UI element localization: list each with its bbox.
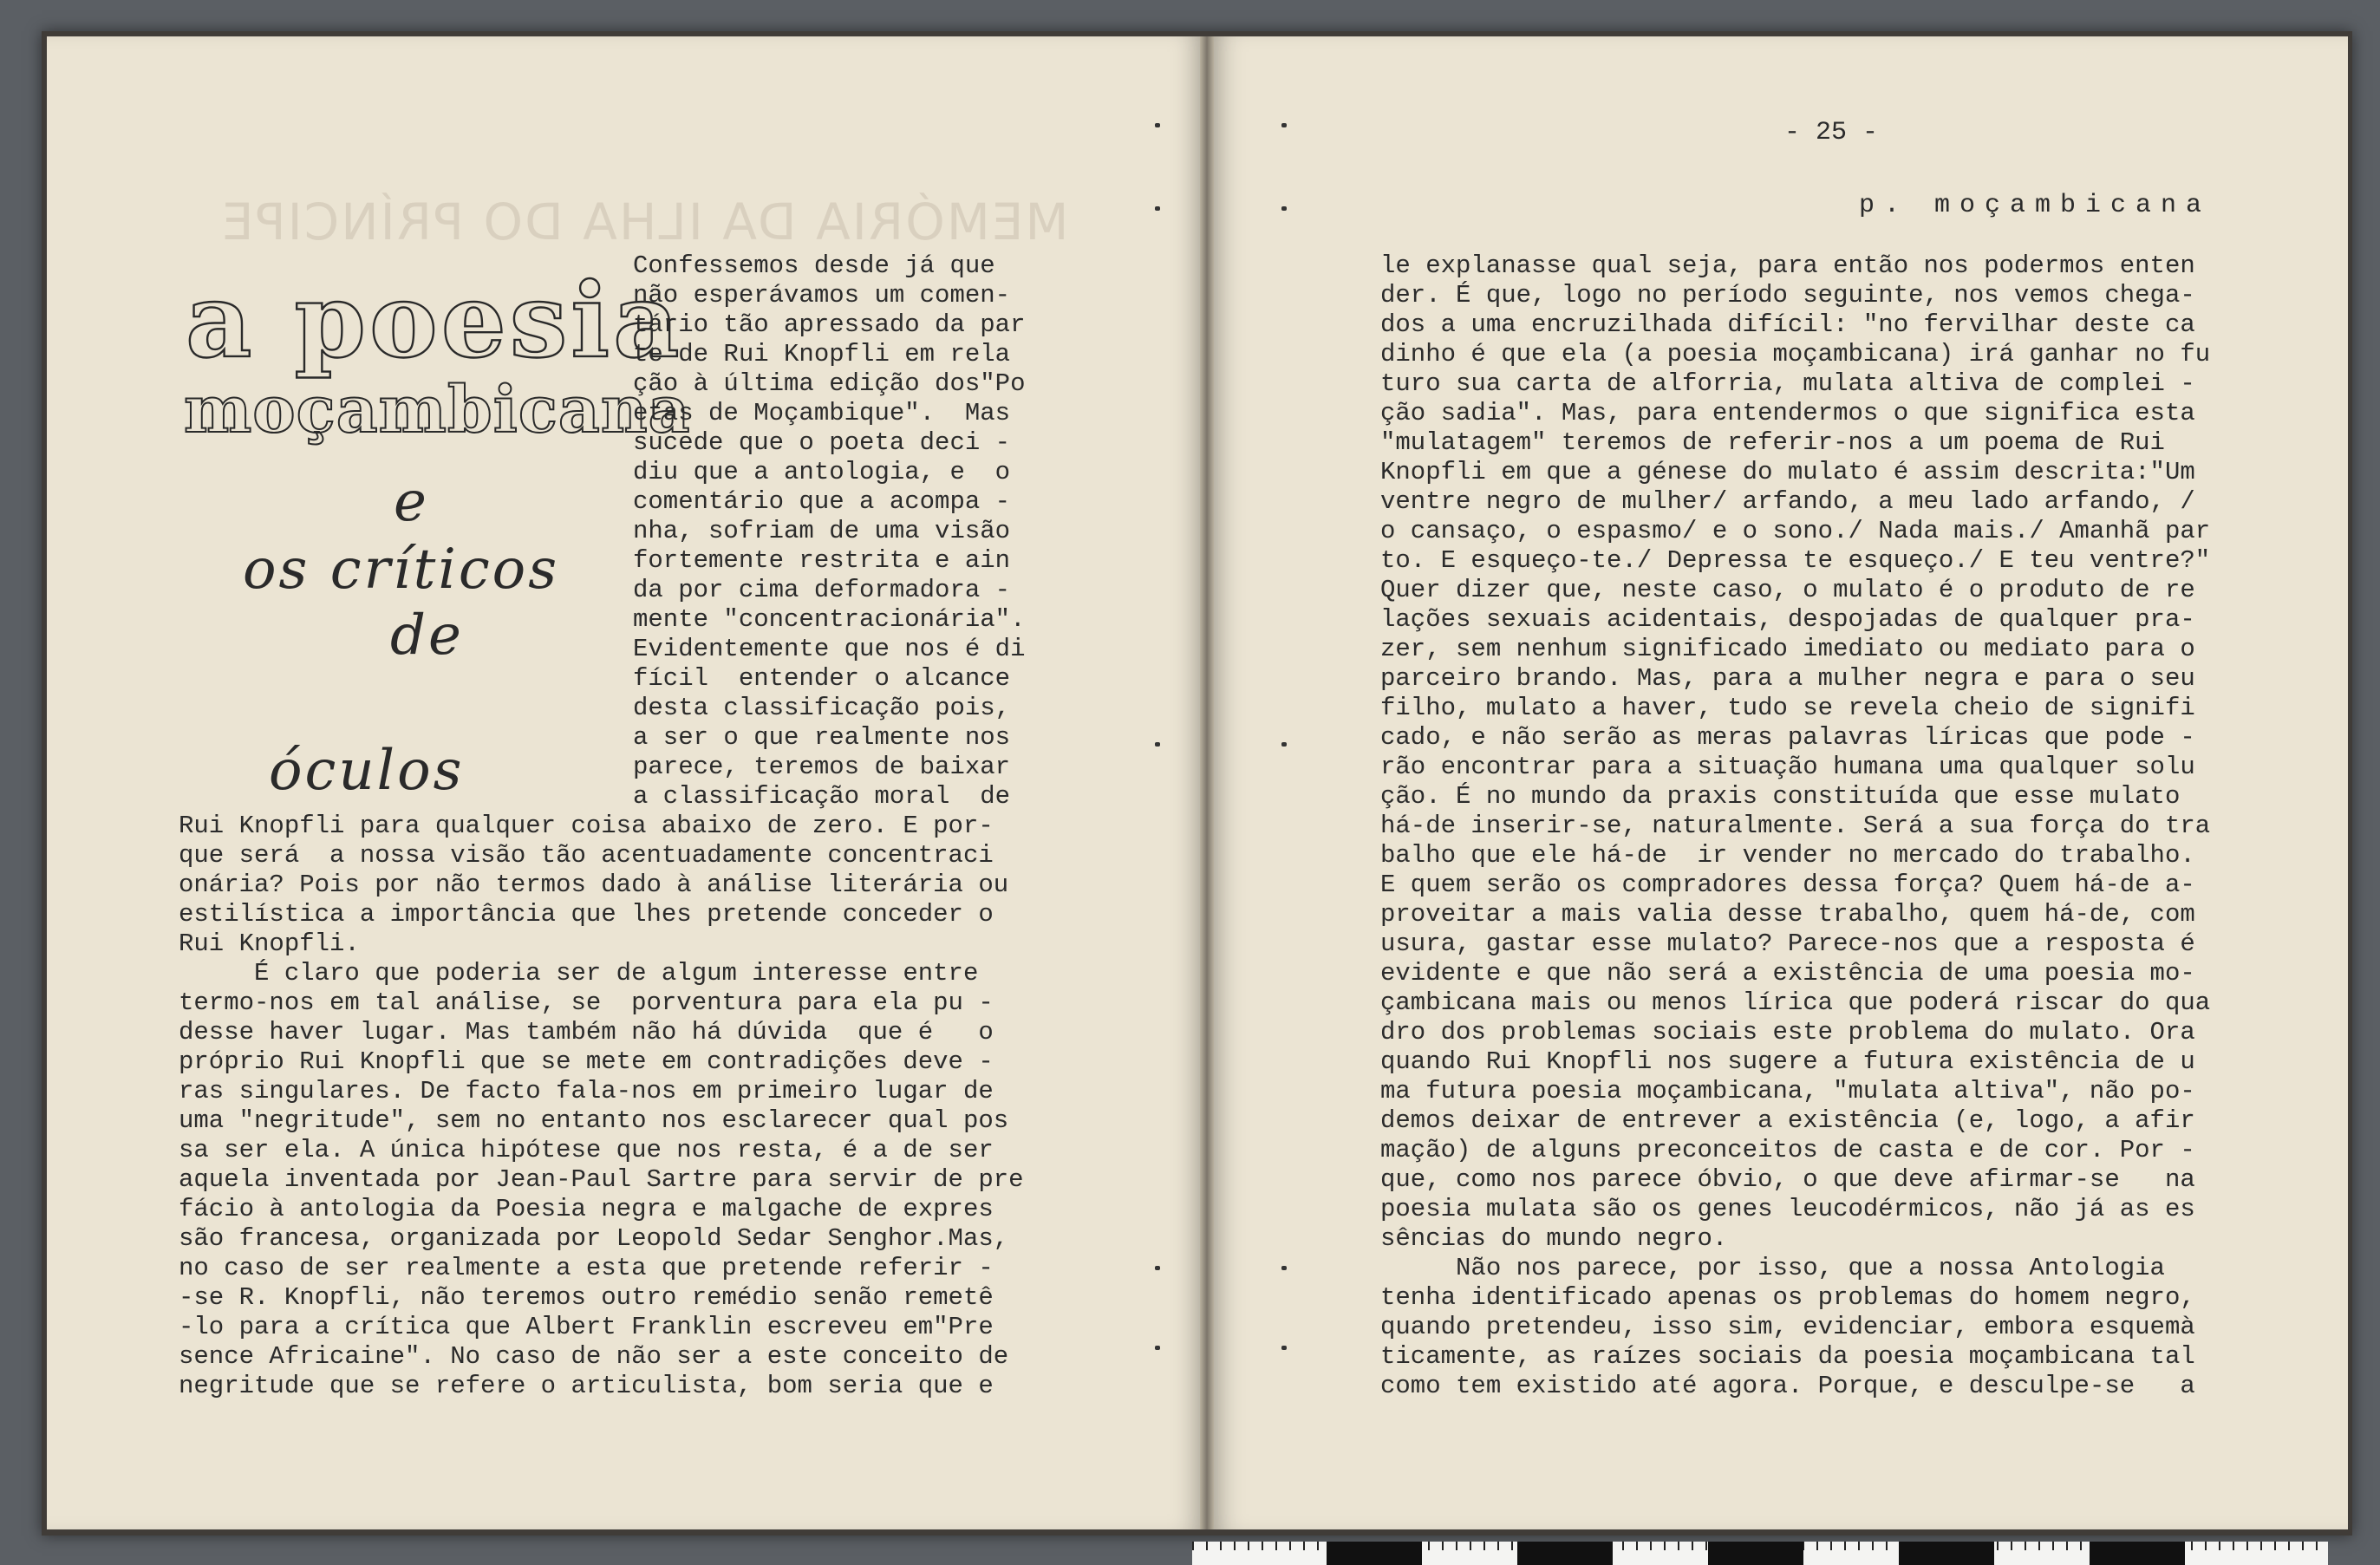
title-line-3: e (394, 470, 429, 534)
body-line: E quem serão os compradores dessa força? Quem há-de a- (1380, 871, 2195, 899)
body-line: rão encontrar para a situação humana uma qualquer solu (1380, 753, 2195, 781)
body-line: no caso de ser realmente a esta que pretende referir - (179, 1254, 994, 1282)
body-line: "mulatagem" teremos de referir-nos a um poema de Rui (1380, 428, 2165, 457)
body-line: que será a nossa visão tão acentuadamente concentraci (179, 841, 994, 870)
ruler-segment (1327, 1542, 1422, 1565)
body-line: le explanasse qual seja, para então nos podermos enten (1380, 251, 2195, 280)
body-line: onária? Pois por não termos dado à análise literária ou (179, 871, 1009, 899)
column-line: ção à última edição dos"Po (633, 369, 1026, 398)
running-head: p. moçambicana (1859, 191, 2212, 220)
body-line: zer, sem nenhum significado imediato ou mediato para o (1380, 635, 2195, 663)
body-line: lações sexuais acidentais, despojadas de qualquer pra- (1380, 605, 2195, 634)
title-line-5: de (390, 603, 464, 668)
binding-hole (1281, 206, 1287, 211)
body-line: ma futura poesia moçambicana, "mulata altiva", não po- (1380, 1077, 2195, 1105)
body-line: ticamente, as raízes sociais da poesia moçambicana tal (1380, 1342, 2195, 1371)
binding-hole (1155, 1266, 1160, 1270)
title-line-4: os críticos (243, 538, 560, 602)
body-line: poesia mulata são os genes leucodérmicos, não já as es (1380, 1195, 2195, 1223)
body-line: ção. É no mundo da praxis constituída que esse mulato (1380, 782, 2181, 811)
body-line: usura, gastar esse mulato? Parece-nos que a resposta é (1380, 929, 2195, 958)
page-number: - 25 - (1784, 118, 1879, 147)
title-line-2: moçambicana (184, 373, 691, 447)
body-line: mação) de alguns preconceitos de casta e de cor. Por - (1380, 1136, 2195, 1164)
body-line: proveitar a mais valia desse trabalho, quem há-de, com (1380, 900, 2195, 929)
body-line: há-de inserir-se, naturalmente. Será a sua força do tra (1380, 812, 2211, 840)
column-line: comentário que a acompa - (633, 487, 1011, 516)
column-line: Evidentemente que nos é di (633, 635, 1026, 663)
body-line: cado, e não serão as meras palavras líricas que pode - (1380, 723, 2195, 752)
ruler-segment (2090, 1542, 2185, 1565)
body-line: çambicana mais ou menos lírica que poderá riscar do qua (1380, 988, 2211, 1017)
body-line: o cansaço, o espasmo/ e o sono./ Nada mais./ Amanhã par (1380, 517, 2211, 545)
body-line: quando pretendeu, isso sim, evidenciar, embora esquemà (1380, 1313, 2195, 1341)
body-line: como tem existido até agora. Porque, e desculpe-se a (1380, 1372, 2195, 1400)
body-line: fácio à antologia da Poesia negra e malgache de expres (179, 1195, 994, 1223)
body-line: tenha identificado apenas os problemas do homem negro, (1380, 1283, 2195, 1312)
column-line: da por cima deformadora - (633, 576, 1011, 604)
binding-hole (1155, 742, 1160, 747)
body-line: ras singulares. De facto fala-nos em primeiro lugar de (179, 1077, 994, 1105)
left-page (47, 36, 1200, 1529)
body-line: evidente e que não será a existência de uma poesia mo- (1380, 959, 2195, 988)
body-line: termo-nos em tal análise, se porventura para ela pu - (179, 988, 994, 1017)
body-line: sa ser ela. A única hipótese que nos resta, é a de ser (179, 1136, 994, 1164)
body-line: Rui Knopfli. (179, 929, 360, 958)
body-line: sence Africaine". No caso de não ser a este conceito de (179, 1342, 1009, 1371)
title-line-1: a poesia (186, 260, 683, 381)
body-line: quando Rui Knopfli nos sugere a futura existência de u (1380, 1047, 2195, 1076)
binding-hole (1281, 123, 1287, 127)
column-line: fícil entender o alcance (633, 664, 1011, 693)
title-line-6: óculos (269, 739, 465, 803)
column-line: desta classificação pois, (633, 694, 1011, 722)
column-line: diu que a antologia, e o (633, 458, 1011, 486)
column-line: fortemente restrita e ain (633, 546, 1011, 575)
body-line: ventre negro de mulher/ arfando, a meu lado arfando, / (1380, 487, 2195, 516)
body-line: aquela inventada por Jean-Paul Sartre para servir de pre (179, 1165, 1024, 1194)
body-line: estilística a importância que lhes pretende conceder o (179, 900, 994, 929)
column-line: sucede que o poeta deci - (633, 428, 1011, 457)
binding-hole (1281, 1266, 1287, 1270)
column-line: a classificação moral de (633, 782, 1011, 811)
binding-hole (1155, 123, 1160, 127)
binding-hole (1281, 1346, 1287, 1350)
body-line: Quer dizer que, neste caso, o mulato é o produto de re (1380, 576, 2195, 604)
book-gutter (1200, 36, 1214, 1529)
column-line: Confessemos desde já que (633, 251, 995, 280)
body-line: Knopfli em que a génese do mulato é assim descrita:"Um (1380, 458, 2195, 486)
body-line: -lo para a crítica que Albert Franklin escreveu em"Pre (179, 1313, 994, 1341)
ruler-segment (1708, 1542, 1803, 1565)
book-spread (42, 31, 2352, 1536)
ruler-segment (1899, 1542, 1994, 1565)
body-line: -se R. Knopfli, não teremos outro remédio senão remetê (179, 1283, 994, 1312)
body-line: ção sadia". Mas, para entendermos o que significa esta (1380, 399, 2195, 427)
body-line: que, como nos parece óbvio, o que deve afirmar-se na (1380, 1165, 2195, 1194)
binding-hole (1155, 1346, 1160, 1350)
body-line: desse haver lugar. Mas também não há dúvida que é o (179, 1018, 994, 1047)
body-line: próprio Rui Knopfli que se mete em contradições deve - (179, 1047, 994, 1076)
body-line: sências do mundo negro. (1380, 1224, 1728, 1253)
body-line: Não nos parece, por isso, que a nossa Antologia (1380, 1254, 2165, 1282)
body-line: negritude que se refere o articulista, bom seria que e (179, 1372, 994, 1400)
body-line: to. E esqueço-te./ Depressa te esqueço./ E teu ventre?" (1380, 546, 2211, 575)
column-line: parece, teremos de baixar (633, 753, 1011, 781)
column-line: a ser o que realmente nos (633, 723, 1011, 752)
right-page (1214, 36, 2348, 1529)
column-line: não esperávamos um comen- (633, 281, 1011, 310)
column-line: tário tão apressado da par (633, 310, 1026, 339)
body-line: É claro que poderia ser de algum interesse entre (179, 959, 979, 988)
column-line: nha, sofriam de uma visão (633, 517, 1011, 545)
ruler-segment (1517, 1542, 1613, 1565)
column-line: mente "concentracionária". (633, 605, 1026, 634)
body-line: Rui Knopfli para qualquer coisa abaixo de zero. E por- (179, 812, 994, 840)
body-line: são francesa, organizada por Leopold Sedar Senghor.Mas, (179, 1224, 1009, 1253)
body-line: dinho é que ela (a poesia moçambicana) irá ganhar no fu (1380, 340, 2211, 368)
column-line: te de Rui Knopfli em rela (633, 340, 1011, 368)
binding-hole (1155, 206, 1160, 211)
body-line: dro dos problemas sociais este problema do mulato. Ora (1380, 1018, 2195, 1047)
column-line: etas de Moçambique". Mas (633, 399, 1011, 427)
body-line: parceiro brando. Mas, para a mulher negra e para o seu (1380, 664, 2195, 693)
body-line: dos a uma encruzilhada difícil: "no fervilhar deste ca (1380, 310, 2195, 339)
show-through-text: MEMÓRIA DA ILHA DO PRÍNCIPE (220, 192, 1069, 251)
body-line: filho, mulato a haver, tudo se revela cheio de signifi (1380, 694, 2195, 722)
body-line: turo sua carta de alforria, mulata altiva de complei - (1380, 369, 2195, 398)
body-line: demos deixar de entrever a existência (e, logo, a afir (1380, 1106, 2195, 1135)
body-line: balho que ele há-de ir vender no mercado do trabalho. (1380, 841, 2195, 870)
binding-hole (1281, 742, 1287, 747)
body-line: uma "negritude", sem no entanto nos esclarecer qual pos (179, 1106, 1009, 1135)
body-line: der. É que, logo no período seguinte, nos vemos chega- (1380, 281, 2195, 310)
